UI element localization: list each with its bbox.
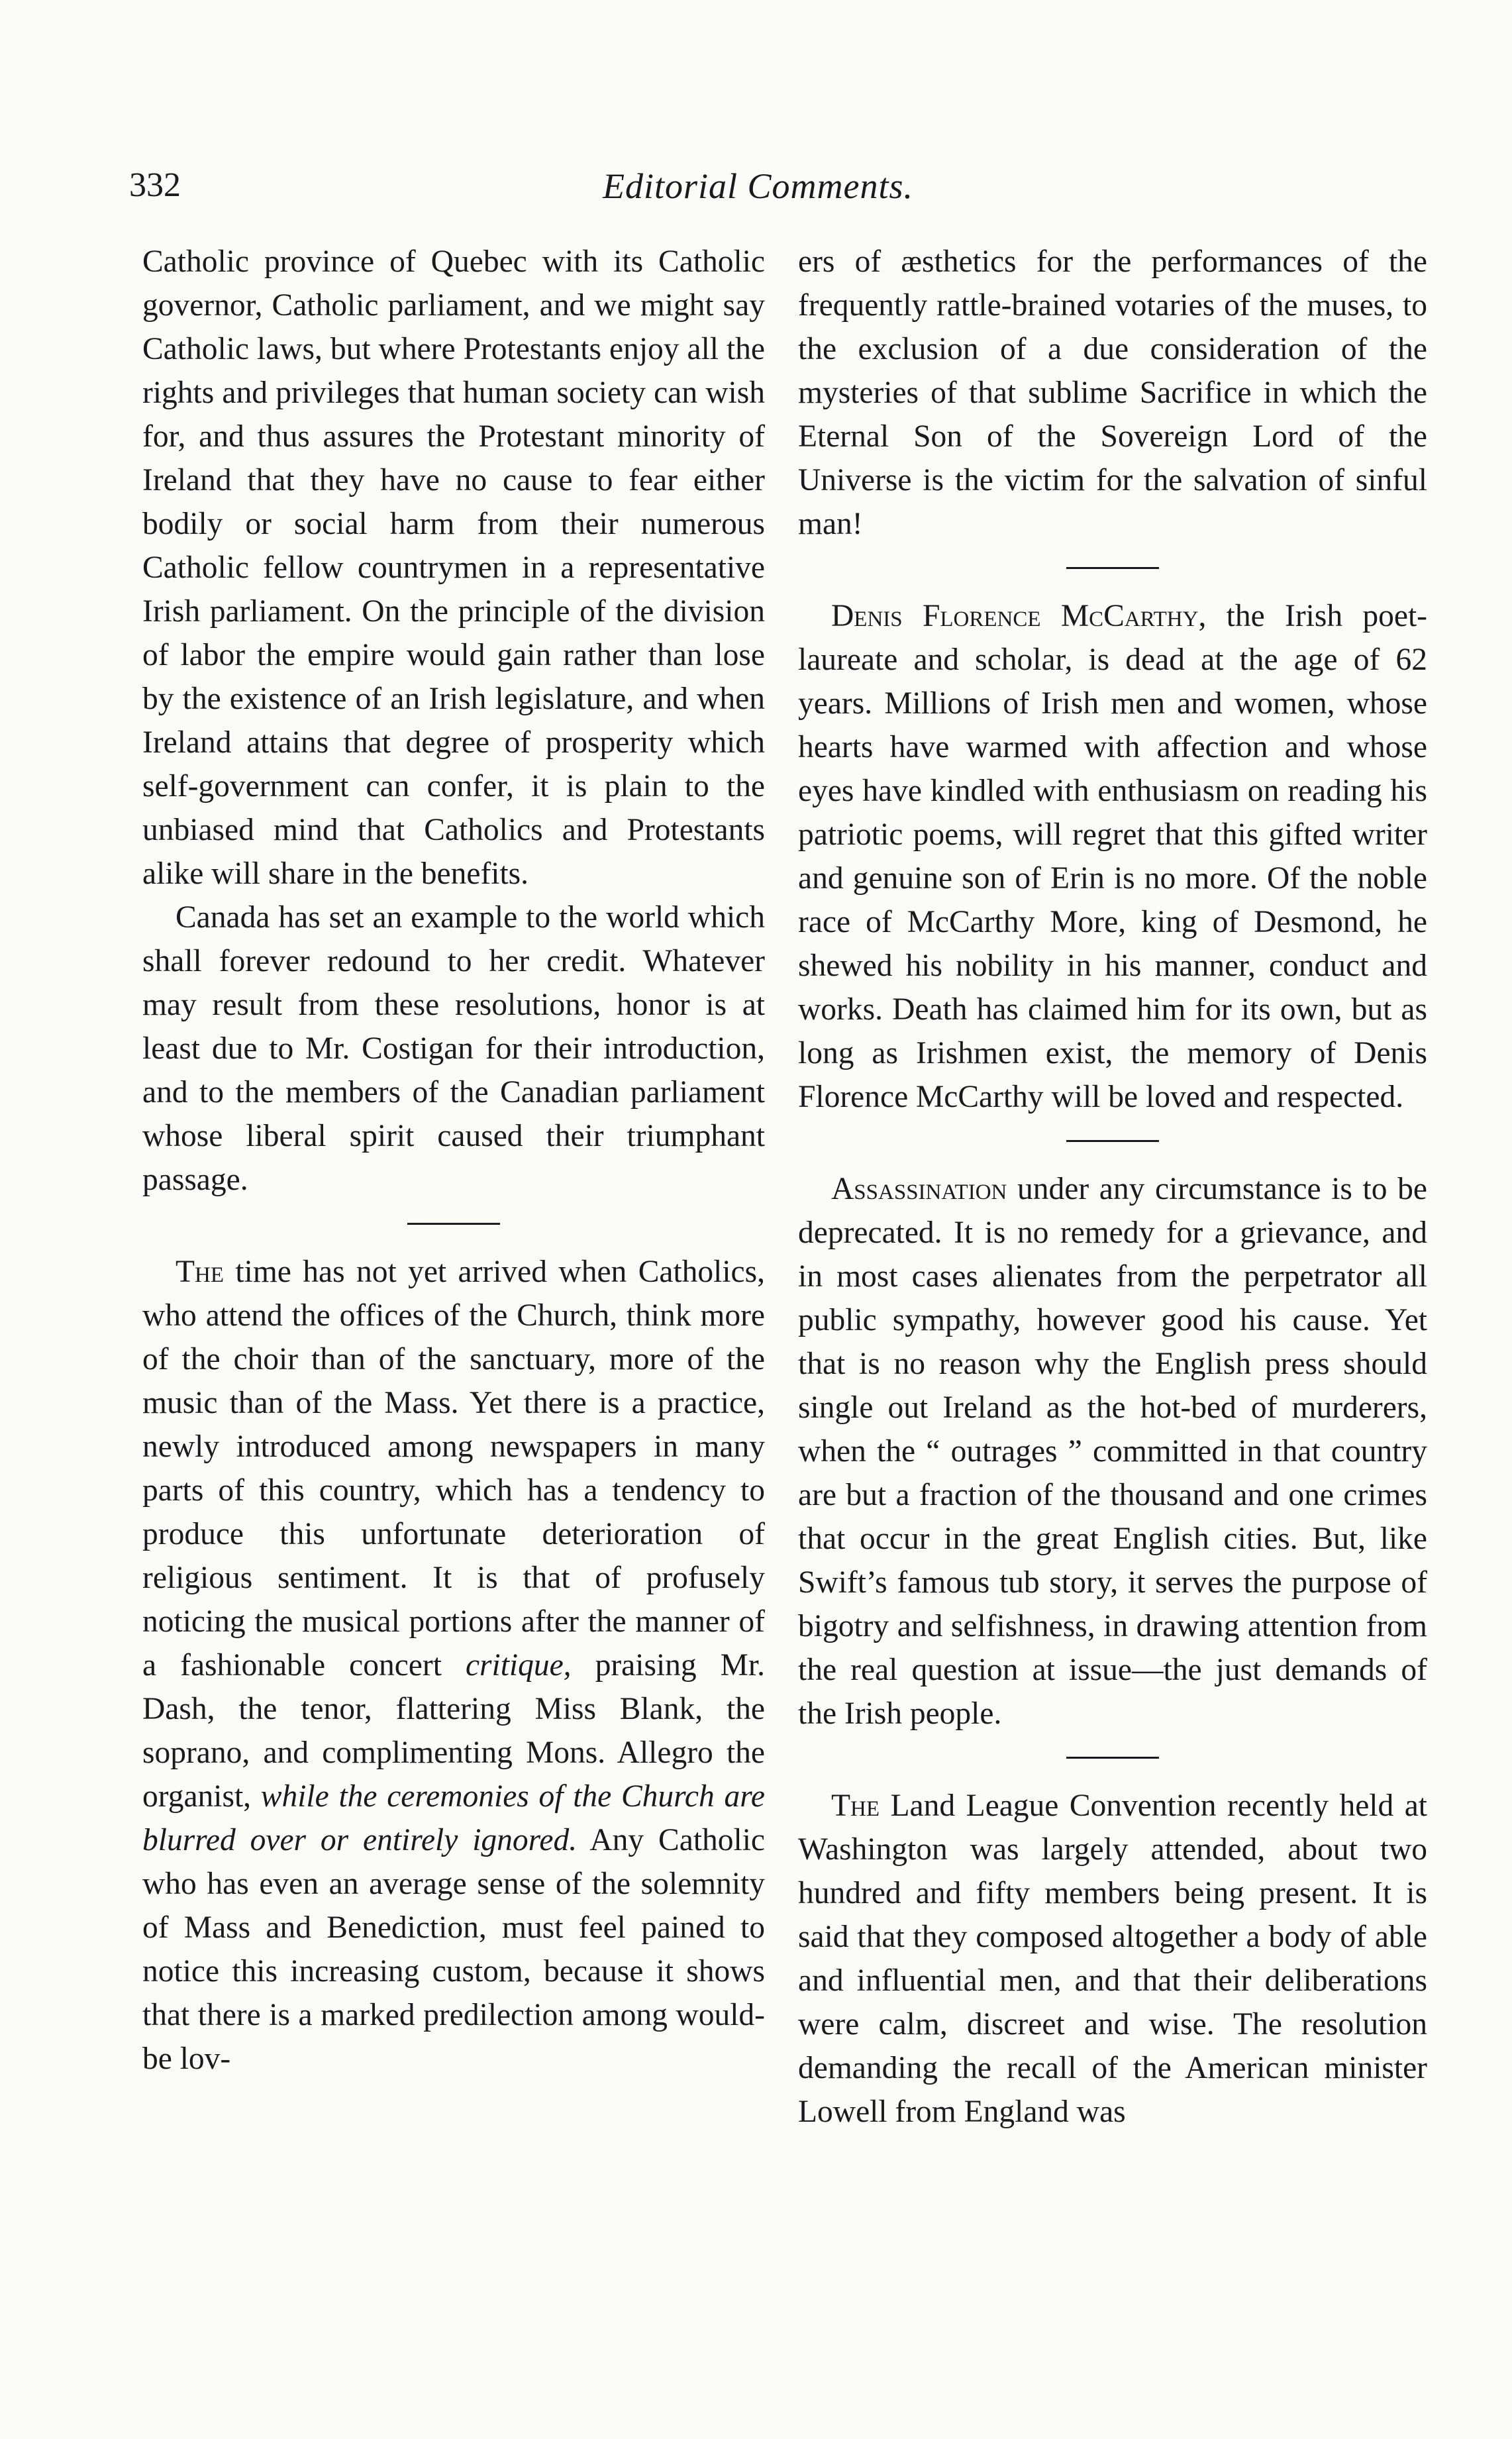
- church-music-lead: The: [176, 1255, 225, 1289]
- church-music-paragraph: [142, 1250, 765, 2081]
- left-column: [142, 240, 765, 2081]
- section-divider: [1066, 1140, 1159, 1142]
- quebec-paragraph-continuation: Catholic province of Quebec with its Catholic governor, Catholic parliament, and we might say Catholic laws, but where Protestants enjoy all the rights and privileges that human society can wish for, and thus assures the Protestant minority of Ireland that they have no cause to fear either bodily or social harm from their numerous Catholic fellow countrymen in a representative Irish parliament. On the principle of the division of labor the empire would gain rather than lose by the existence of an Irish legislature, and when Ireland attains that degree of prosperity which self-government can confer, it is plain to the unbiased mind that Catholics and Protestants alike will share in the benefits.: [142, 244, 765, 891]
- section-divider: [1066, 1757, 1159, 1759]
- right-column: [798, 240, 1427, 2134]
- assassination-text: under any circumstance is to be deprecated. It is no remedy for a grievance, and in most cases alienates from the perpetrator all public sympathy, however good his cause. Yet that is no reason why the English press should single out Ireland as the hot-bed of murderers, when the “ outrages ” committed in that country are but a fraction of the thousand and one crimes that occur in the great English cities. But, like Swift’s famous tub story, it serves the purpose of bigotry and selfishness, in drawing attention from the real question at issue—the just demands of the Irish people.: [798, 1172, 1427, 1731]
- section-divider: [407, 1223, 500, 1225]
- land-league-text: Land League Convention recently held at Washington was largely attended, about two hundred and fifty members being present. It is said that they composed altogether a body of able and influential men, and that their deliberations were calm, discreet and wise. The resolution demanding the recall of the American minister Lowell from England was: [798, 1789, 1427, 2129]
- church-music-continuation: ers of æsthetics for the performances of the frequently rattle-brained votaries of the muses, to the exclusion of a due consideration of the mysteries of that sublime Sacrifice in which the Eternal Son of the Sovereign Lord of the Universe is the victim for the salvation of sinful man!: [798, 244, 1427, 541]
- church-music-text-3: Any Catholic who has even an average sense of the solemnity of Mass and Benediction, must feel pained to notice this increasing custom, because it shows that there is a marked predilection among would-be lov-: [142, 1823, 766, 2076]
- running-head: Editorial Comments.: [603, 166, 914, 206]
- section-divider: [1066, 567, 1159, 569]
- land-league-lead: The: [831, 1789, 880, 1823]
- land-league-paragraph: [798, 1784, 1427, 2134]
- ceremonies-emphasis: while the ceremonies of the Church are blurred over or entirely ignored.: [142, 1779, 766, 1857]
- church-music-text-2: praising Mr. Dash, the tenor, flattering Miss Blank, the soprano, and complimenting Mons. Allegro the organist,: [142, 1648, 765, 1814]
- church-music-text-1: time has not yet arrived when Catholics, who attend the offices of the Church, think more of the choir than of the sanctuary, more of the music than of the Mass. Yet there is a practice, newly introduced among newspapers in many parts of this country, which has a tendency to produce this unfortunate deterioration of religious sentiment. It is that of profusely noticing the musical portions after the manner of a fashionable concert: [142, 1255, 765, 1683]
- assassination-lead: Assassination: [831, 1172, 1007, 1206]
- mccarthy-text: the Irish poet-laureate and scholar, is dead at the age of 62 years. Millions of Irish men and women, whose hearts have warmed with affection and whose eyes have kindled with enthusiasm on reading his patriotic poems, will regret that this gifted writer and genuine son of Erin is no more. Of the noble race of McCarthy More, king of Desmond, he shewed his nobility in his manner, conduct and works. Death has claimed him for its own, but as long as Irishmen exist, the memory of Denis Florence McCarthy will be loved and respected.: [798, 599, 1427, 1114]
- mccarthy-paragraph: [798, 594, 1427, 1119]
- mccarthy-lead: Denis Florence McCarthy,: [831, 599, 1207, 633]
- page-number: 332: [129, 166, 181, 204]
- critique-word: critique,: [465, 1648, 572, 1683]
- assassination-paragraph: [798, 1167, 1427, 1736]
- canada-paragraph: Canada has set an example to the world which shall forever redound to her credit. Whatever may result from these resolutions, honor is at least due to Mr. Costigan for their introduction, and to the members of the Canadian parliament whose liberal spirit caused their triumphant passage.: [142, 900, 765, 1197]
- page-header: [0, 166, 1512, 219]
